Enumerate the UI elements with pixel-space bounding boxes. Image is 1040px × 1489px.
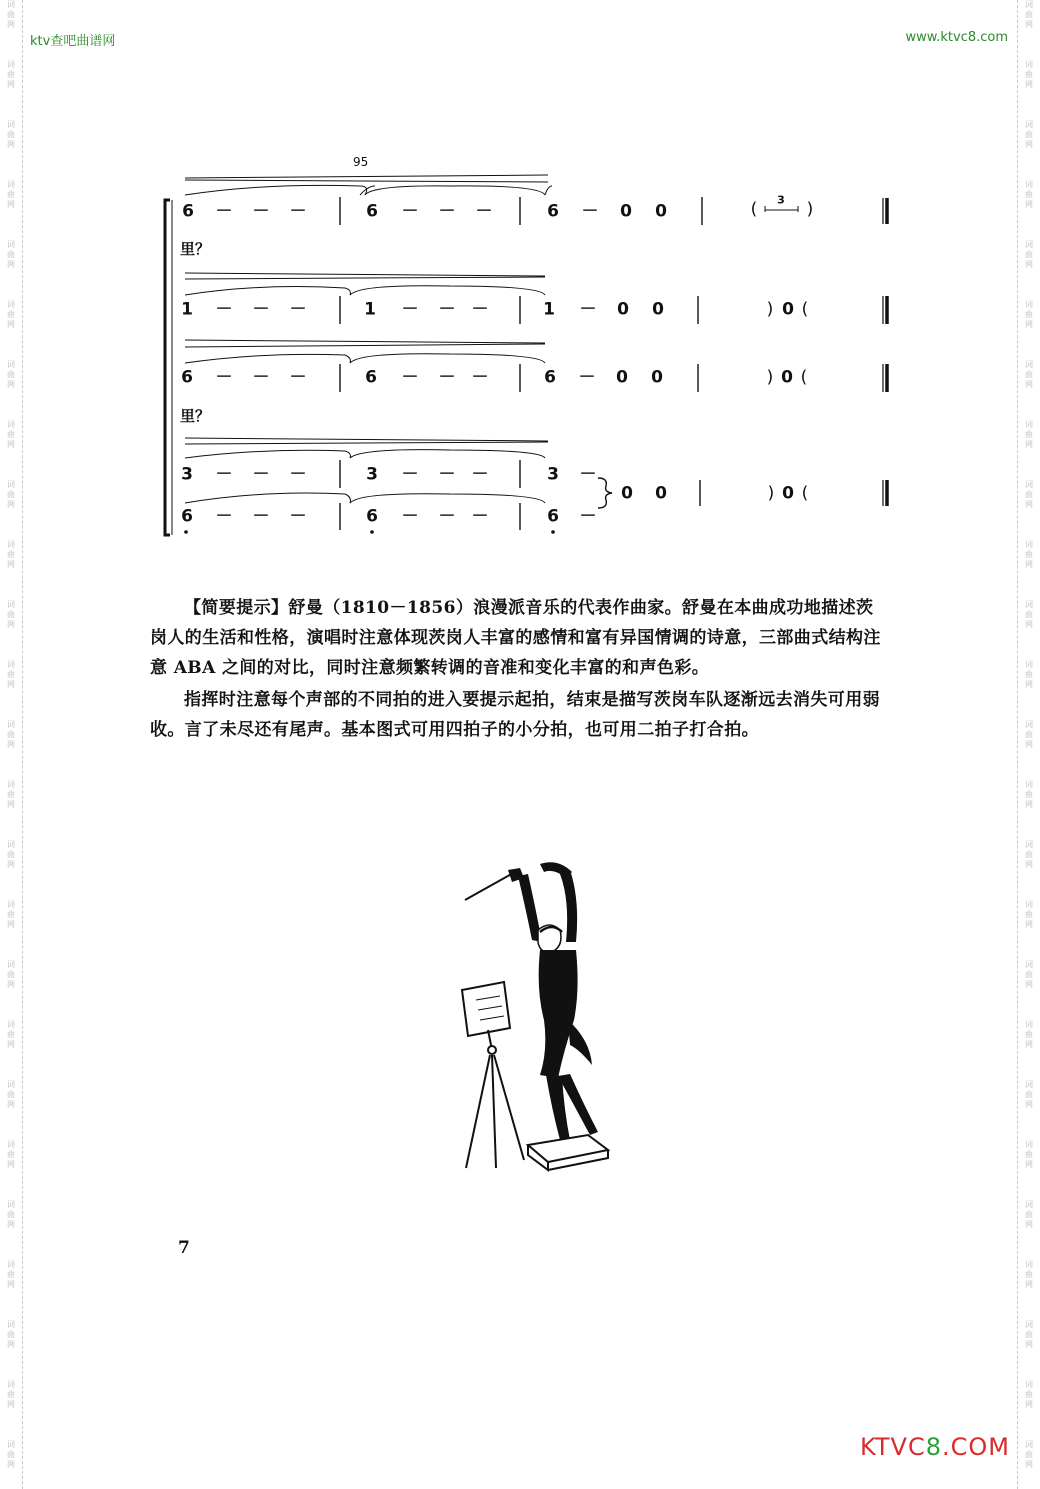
note: － xyxy=(401,367,419,388)
music-score xyxy=(0,0,1040,560)
note: － xyxy=(215,464,233,485)
watermark-mark: 词 曲 网 xyxy=(1025,660,1033,689)
note: 6 xyxy=(544,367,556,388)
rest: 0 xyxy=(651,367,663,388)
watermark-mark: 词 曲 网 xyxy=(1025,1140,1033,1169)
note: － xyxy=(471,299,489,320)
note: － xyxy=(252,506,270,527)
note: － xyxy=(438,464,456,485)
bracket-rest: 0 xyxy=(782,483,794,504)
watermark-mark: 词 曲 网 xyxy=(7,720,15,749)
note: － xyxy=(401,506,419,527)
logo-text-part1: KTVC xyxy=(860,1433,926,1461)
note: － xyxy=(471,506,489,527)
note: － xyxy=(215,506,233,527)
bracket-rest: 0 xyxy=(782,299,794,320)
watermark-mark: 词 曲 网 xyxy=(7,600,15,629)
watermark-mark: 词 曲 网 xyxy=(1025,1380,1033,1409)
watermark-mark: 词 曲 网 xyxy=(7,420,15,449)
note: － xyxy=(289,299,307,320)
note: － xyxy=(401,299,419,320)
watermark-mark: 词 曲 网 xyxy=(1025,540,1033,569)
triplet-open: ( xyxy=(750,199,758,220)
watermark-mark: 词 曲 网 xyxy=(1025,240,1033,269)
watermark-mark: 词 曲 网 xyxy=(1025,0,1033,29)
watermark-mark: 词 曲 网 xyxy=(7,1080,15,1109)
watermark-mark: 词 曲 网 xyxy=(7,900,15,929)
watermark-mark: 词 曲 网 xyxy=(7,1140,15,1169)
note: 6 xyxy=(182,201,194,222)
watermark-mark: 词 曲 网 xyxy=(1025,360,1033,389)
watermark-mark: 词 曲 网 xyxy=(7,360,15,389)
note: － xyxy=(215,201,233,222)
watermark-mark: 词 曲 网 xyxy=(1025,420,1033,449)
bracket-rest-close: ( xyxy=(801,483,809,504)
rest: 0 xyxy=(655,483,667,504)
watermark-mark: 词 曲 网 xyxy=(1025,180,1033,209)
watermark-mark: 词 曲 网 xyxy=(1025,1260,1033,1289)
site-name-header[interactable]: ktv查吧曲谱网 xyxy=(30,34,116,49)
watermark-mark: 词 曲 网 xyxy=(7,1020,15,1049)
note: 6 xyxy=(547,506,559,527)
watermark-mark: 词 曲 网 xyxy=(1025,300,1033,329)
bracket-rest: 0 xyxy=(781,367,793,388)
note: 1 xyxy=(543,299,555,320)
watermark-mark: 词 曲 网 xyxy=(1025,960,1033,989)
note: － xyxy=(438,201,456,222)
watermark-mark: 词 曲 网 xyxy=(7,120,15,149)
bracket-rest-open: ) xyxy=(767,483,775,504)
note: － xyxy=(471,367,489,388)
watermark-mark: 词 曲 网 xyxy=(7,840,15,869)
rest: 0 xyxy=(655,201,667,222)
note: － xyxy=(438,299,456,320)
note: － xyxy=(252,201,270,222)
note: 3 xyxy=(547,464,559,485)
conductor-illustration xyxy=(440,850,620,1180)
rest: 0 xyxy=(616,367,628,388)
watermark-mark: 词 曲 网 xyxy=(7,180,15,209)
watermark-mark: 词 曲 网 xyxy=(7,660,15,689)
watermark-mark: 词 曲 网 xyxy=(7,0,15,29)
performance-notes xyxy=(150,593,890,745)
note: － xyxy=(252,299,270,320)
watermark-mark: 词 曲 网 xyxy=(1025,60,1033,89)
watermark-mark: 词 曲 网 xyxy=(7,1200,15,1229)
note: － xyxy=(289,506,307,527)
note: 6 xyxy=(365,367,377,388)
watermark-mark: 词 曲 网 xyxy=(1025,840,1033,869)
watermark-mark: 词 曲 网 xyxy=(7,780,15,809)
note: － xyxy=(579,299,597,320)
watermark-mark: 词 曲 网 xyxy=(7,300,15,329)
bracket-rest-open: ) xyxy=(766,299,774,320)
note: 3 xyxy=(181,464,193,485)
note: － xyxy=(579,464,597,485)
note: － xyxy=(401,464,419,485)
note: － xyxy=(579,506,597,527)
logo-text-part3: .COM xyxy=(942,1433,1010,1461)
watermark-mark: 词 曲 网 xyxy=(1025,1200,1033,1229)
watermark-mark: 词 曲 网 xyxy=(7,540,15,569)
triplet-close: ) xyxy=(806,199,814,220)
score-lines xyxy=(0,0,1040,560)
note: － xyxy=(252,464,270,485)
note: － xyxy=(438,506,456,527)
watermark-mark: 词 曲 网 xyxy=(7,480,15,509)
watermark-mark: 词 曲 网 xyxy=(7,240,15,269)
note: － xyxy=(438,367,456,388)
logo-text-part2: 8 xyxy=(925,1433,943,1461)
watermark-mark: 词 曲 网 xyxy=(1025,120,1033,149)
note: － xyxy=(289,464,307,485)
note: － xyxy=(578,367,596,388)
rest: 0 xyxy=(621,483,633,504)
note: － xyxy=(289,201,307,222)
watermark-mark: 词 曲 网 xyxy=(1025,480,1033,509)
bracket-rest-open: ) xyxy=(766,367,774,388)
note: － xyxy=(581,201,599,222)
lyric-line-1: 里？ xyxy=(180,240,211,258)
watermark-mark: 词 曲 网 xyxy=(1025,600,1033,629)
watermark-mark: 词 曲 网 xyxy=(7,1260,15,1289)
rest: 0 xyxy=(617,299,629,320)
note: 6 xyxy=(181,506,193,527)
note: － xyxy=(215,299,233,320)
watermark-mark: 词 曲 网 xyxy=(1025,720,1033,749)
watermark-mark: 词 曲 网 xyxy=(1025,1080,1033,1109)
note: 6 xyxy=(181,367,193,388)
note: 6 xyxy=(366,506,378,527)
bracket-rest-close: ( xyxy=(801,299,809,320)
watermark-mark: 词 曲 网 xyxy=(1025,780,1033,809)
page-number: 7 xyxy=(178,1238,190,1258)
rest: 0 xyxy=(620,201,632,222)
triplet-mark: 3 xyxy=(777,193,785,207)
watermark-mark: 词 曲 网 xyxy=(7,1380,15,1409)
watermark-mark: 词 曲 网 xyxy=(1025,1320,1033,1349)
watermark-mark: 词 曲 网 xyxy=(1025,900,1033,929)
watermark-mark: 词 曲 网 xyxy=(1025,1440,1033,1469)
bracket-rest-close: ( xyxy=(800,367,808,388)
note: 1 xyxy=(364,299,376,320)
site-logo[interactable] xyxy=(860,1433,1010,1461)
watermark-mark: 词 曲 网 xyxy=(7,960,15,989)
measure-number: 95 xyxy=(353,155,369,169)
rest: 0 xyxy=(652,299,664,320)
lyric-line-2: 里？ xyxy=(180,407,211,425)
note: － xyxy=(475,201,493,222)
note: － xyxy=(252,367,270,388)
note: － xyxy=(215,367,233,388)
notes-paragraph-1: 【简要提示】舒曼（1810－1856）浪漫派音乐的代表作曲家。舒曼在本曲成功地描述茨岗人的生活和性格，演唱时注意体现茨岗人丰富的感情和富有异国情调的诗意，三部曲式结构注意 ABA 之间的对比，同时注意频繁转调的音准和变化丰富的和声色彩。 xyxy=(150,598,881,678)
note: － xyxy=(401,201,419,222)
note: 3 xyxy=(366,464,378,485)
notes-paragraph-2: 指挥时注意每个声部的不同拍的进入要提示起拍，结束是描写茨岗车队逐渐远去消失可用弱收。言了未尽还有尾声。基本图式可用四拍子的小分拍，也可用二拍子打合拍。 xyxy=(150,690,880,740)
note: － xyxy=(471,464,489,485)
site-url-header[interactable]: www.ktvc8.com xyxy=(905,30,1008,45)
watermark-mark: 词 曲 网 xyxy=(7,1440,15,1469)
note: 6 xyxy=(547,201,559,222)
note: － xyxy=(289,367,307,388)
watermark-mark: 词 曲 网 xyxy=(7,60,15,89)
note: 6 xyxy=(366,201,378,222)
watermark-mark: 词 曲 网 xyxy=(1025,1020,1033,1049)
watermark-mark: 词 曲 网 xyxy=(7,1320,15,1349)
note: 1 xyxy=(181,299,193,320)
